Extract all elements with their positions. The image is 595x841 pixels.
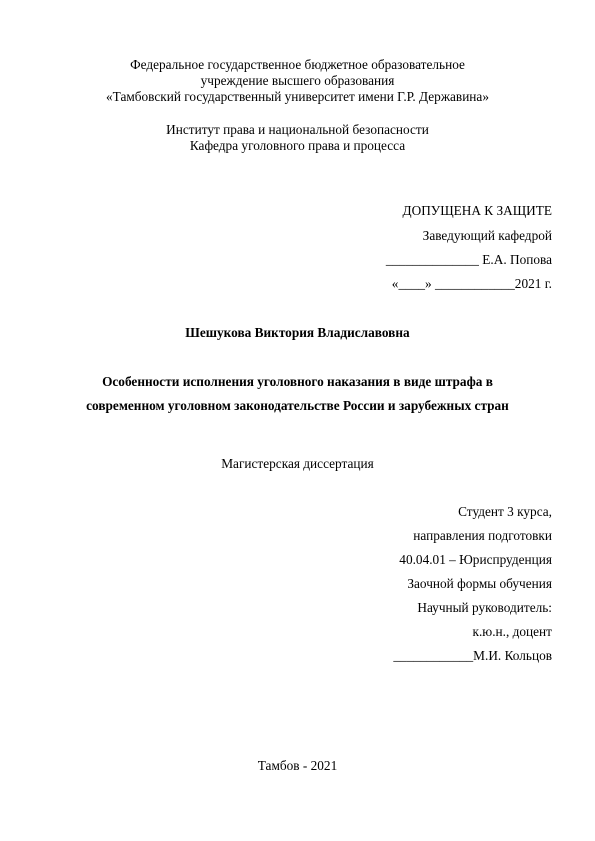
thesis-title-line1: Особенности исполнения уголовного наказания в виде штрафа в (102, 374, 493, 389)
student-course: Студент 3 курса, (458, 504, 552, 519)
university-name: «Тамбовский государственный университет имени Г.Р. Державина» (106, 89, 489, 104)
supervisor-degree: к.ю.н., доцент (472, 624, 552, 639)
document-type: Магистерская диссертация (221, 456, 374, 471)
approval-signature: ______________ Е.А. Попова (385, 252, 552, 267)
student-study-form: Заочной формы обучения (407, 576, 552, 591)
approval-date: «____» ____________2021 г. (391, 276, 552, 291)
supervisor-signature: ____________М.И. Кольцов (393, 648, 552, 663)
supervisor-label: Научный руководитель: (417, 600, 552, 615)
approval-title: ДОПУЩЕНА К ЗАЩИТЕ (402, 203, 552, 218)
institute-name: Институт права и национальной безопасности (166, 122, 429, 137)
department-name: Кафедра уголовного права и процесса (189, 138, 406, 153)
student-direction-code: 40.04.01 – Юриспруденция (399, 552, 552, 567)
student-direction-label: направления подготовки (413, 528, 552, 543)
thesis-title-line2: современном уголовном законодательстве России и зарубежных стран (86, 398, 509, 413)
org-name-line1: Федеральное государственное бюджетное образовательное (130, 57, 465, 72)
approval-role: Заведующий кафедрой (422, 228, 552, 243)
org-name-line2: учреждение высшего образования (200, 73, 395, 88)
city-year: Тамбов - 2021 (257, 758, 338, 773)
author-name: Шешукова Виктория Владиславовна (185, 325, 410, 340)
